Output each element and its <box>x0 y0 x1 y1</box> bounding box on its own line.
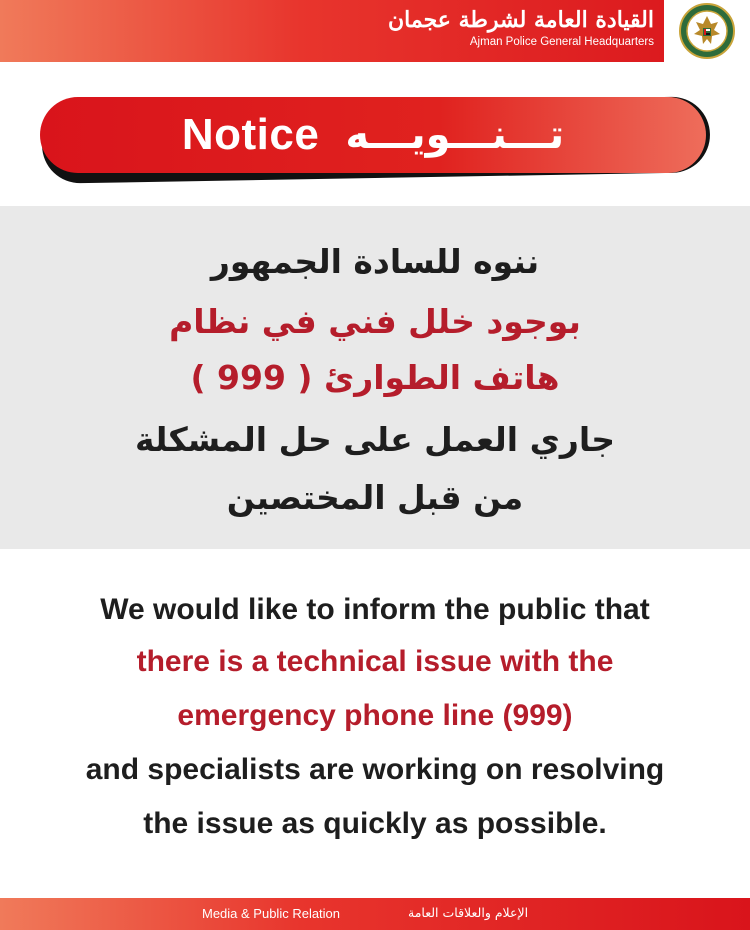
police-emblem-icon <box>678 2 736 60</box>
notice-banner <box>40 97 706 173</box>
english-line-5: the issue as quickly as possible. <box>143 807 607 840</box>
arabic-line-1: ننوه للسادة الجمهور <box>210 242 540 281</box>
footer-label-english: Media & Public Relation <box>202 906 341 921</box>
arabic-line-5: من قبل المختصين <box>226 478 524 517</box>
english-line-1: We would like to inform the public that <box>100 593 650 626</box>
arabic-message-panel <box>0 206 750 549</box>
english-line-3: emergency phone line (999) <box>177 699 573 732</box>
english-line-2: there is a technical issue with the <box>136 645 614 678</box>
arabic-line-2: بوجود خلل فني في نظام <box>169 302 581 341</box>
footer-bar <box>0 898 750 930</box>
brand-name-arabic: القيادة العامة لشرطة عجمان <box>388 7 654 33</box>
arabic-line-3: هاتف الطوارئ ( 999 ) <box>190 358 560 397</box>
footer-label-arabic: الإعلام والعلاقات العامة <box>408 905 529 920</box>
brand-block <box>388 6 654 58</box>
brand-name-english: Ajman Police General Headquarters <box>469 36 654 48</box>
notice-title-arabic: تـــنـــويـــه <box>345 112 565 158</box>
notice-title-english: Notice <box>181 110 320 159</box>
arabic-line-4: جاري العمل على حل المشكلة <box>135 420 615 459</box>
header-bar <box>0 0 750 62</box>
english-line-4: and specialists are working on resolving <box>85 753 665 786</box>
emblem-container <box>664 0 750 62</box>
